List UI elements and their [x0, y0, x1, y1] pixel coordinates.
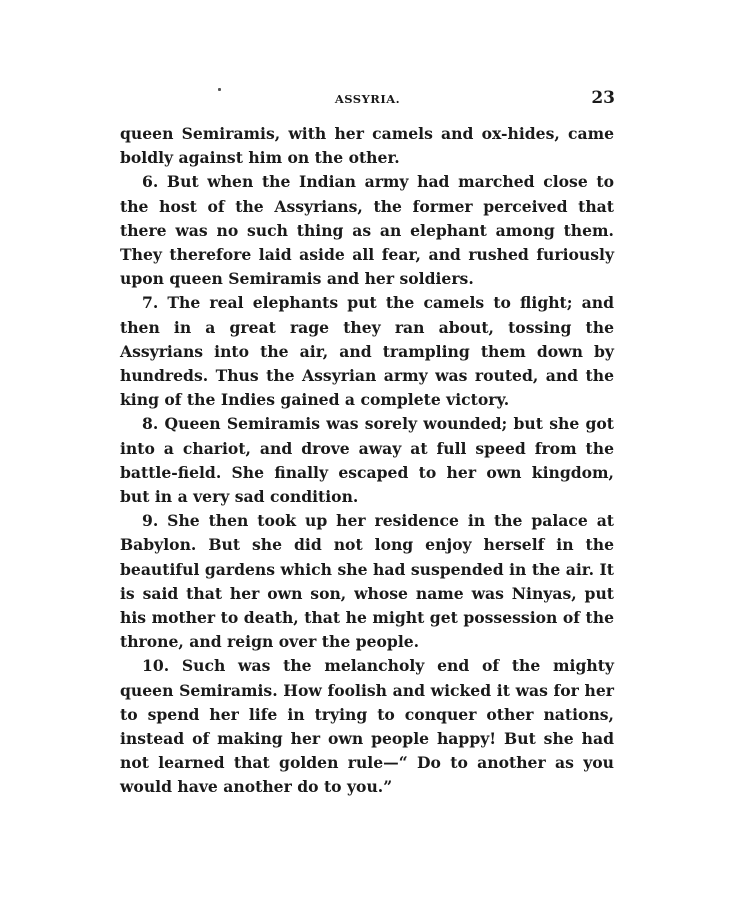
- paragraph-10: 10. Such was the melancholy end of the mighty queen Semiramis. How foolish and wicked it was for her to spend her life in trying to conquer other nations, instead of making her own people happy! But she had not learned that golden rule—“ Do to another as you would have another do to you.”: [120, 656, 614, 797]
- body-text: [120, 122, 614, 800]
- paragraph-7: 7. The real elephants put the camels to flight; and then in a great rage they ran about, tossing the Assyrians into the air, and trampling them down by hundreds. Thus the Assyrian army was routed, and the king of the Indies gained a complete victory.: [120, 293, 614, 410]
- paragraph-9: 9. She then took up her residence in the palace at Babylon. But she did not long enjoy herself in the beautiful gardens which she had suspended in the air. It is said that her own son, whose name was Ninyas, put his mother to death, that he might get possession of the throne, and reign over the people.: [120, 511, 614, 652]
- paragraph-continuation: queen Semiramis, with her camels and ox-hides, came boldly against him on the other.: [120, 124, 614, 168]
- paragraph-6: 6. But when the Indian army had marched close to the host of the Assyrians, the former perceived that there was no such thing as an elephant among them. They therefore laid aside all fear, and rushed furiously upon queen Semiramis and her soldiers.: [120, 172, 614, 289]
- running-title: ASSYRIA.: [334, 92, 401, 106]
- running-head: [120, 88, 615, 110]
- paragraph-8: 8. Queen Semiramis was sorely wounded; but she got into a chariot, and drove away at full speed from the battle-field. She finally escaped to her own kingdom, but in a very sad condition.: [120, 414, 614, 507]
- page-number: 23: [591, 88, 615, 108]
